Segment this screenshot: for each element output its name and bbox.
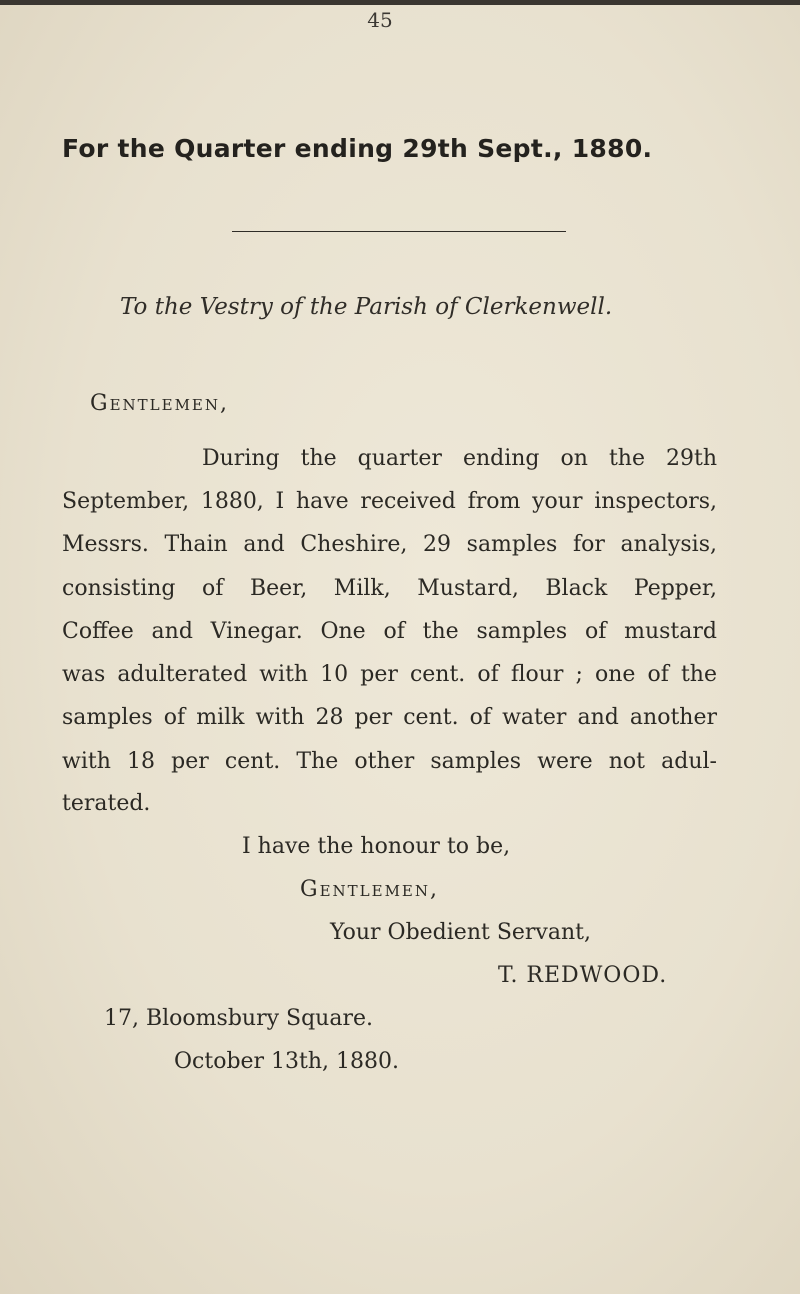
body-line: During the quarter ending on the 29th	[202, 446, 717, 471]
heading-divider	[232, 231, 566, 232]
letter-date: October 13th, 1880.	[174, 1049, 400, 1074]
body-line: Messrs. Thain and Cheshire, 29 samples for analysis,	[62, 532, 717, 557]
signature: T. REDWOOD.	[498, 963, 668, 988]
salutation: Gentlemen,	[90, 391, 229, 416]
body-line: samples of milk with 28 per cent. of water and another	[62, 705, 717, 730]
body-line: Coffee and Vinegar. One of the samples of mustard	[62, 619, 717, 644]
body-line: was adulterated with 10 per cent. of flour ; one of the	[62, 662, 717, 687]
body-line: September, 1880, I have received from your inspectors,	[62, 489, 717, 514]
body-line: with 18 per cent. The other samples were not adul-	[62, 749, 717, 774]
sender-address: 17, Bloomsbury Square.	[104, 1006, 373, 1031]
closing-line: I have the honour to be,	[242, 834, 511, 859]
closing-servant: Your Obedient Servant,	[330, 920, 591, 945]
addressee: To the Vestry of the Parish of Clerkenwell.	[120, 294, 613, 320]
page-top-edge	[0, 0, 800, 5]
report-heading: For the Quarter ending 29th Sept., 1880.	[62, 134, 653, 163]
closing-salutation: Gentlemen,	[300, 877, 439, 902]
page-number: 45	[367, 8, 393, 32]
body-line: consisting of Beer, Milk, Mustard, Black Pepper,	[62, 576, 717, 601]
body-line: terated.	[62, 791, 151, 816]
